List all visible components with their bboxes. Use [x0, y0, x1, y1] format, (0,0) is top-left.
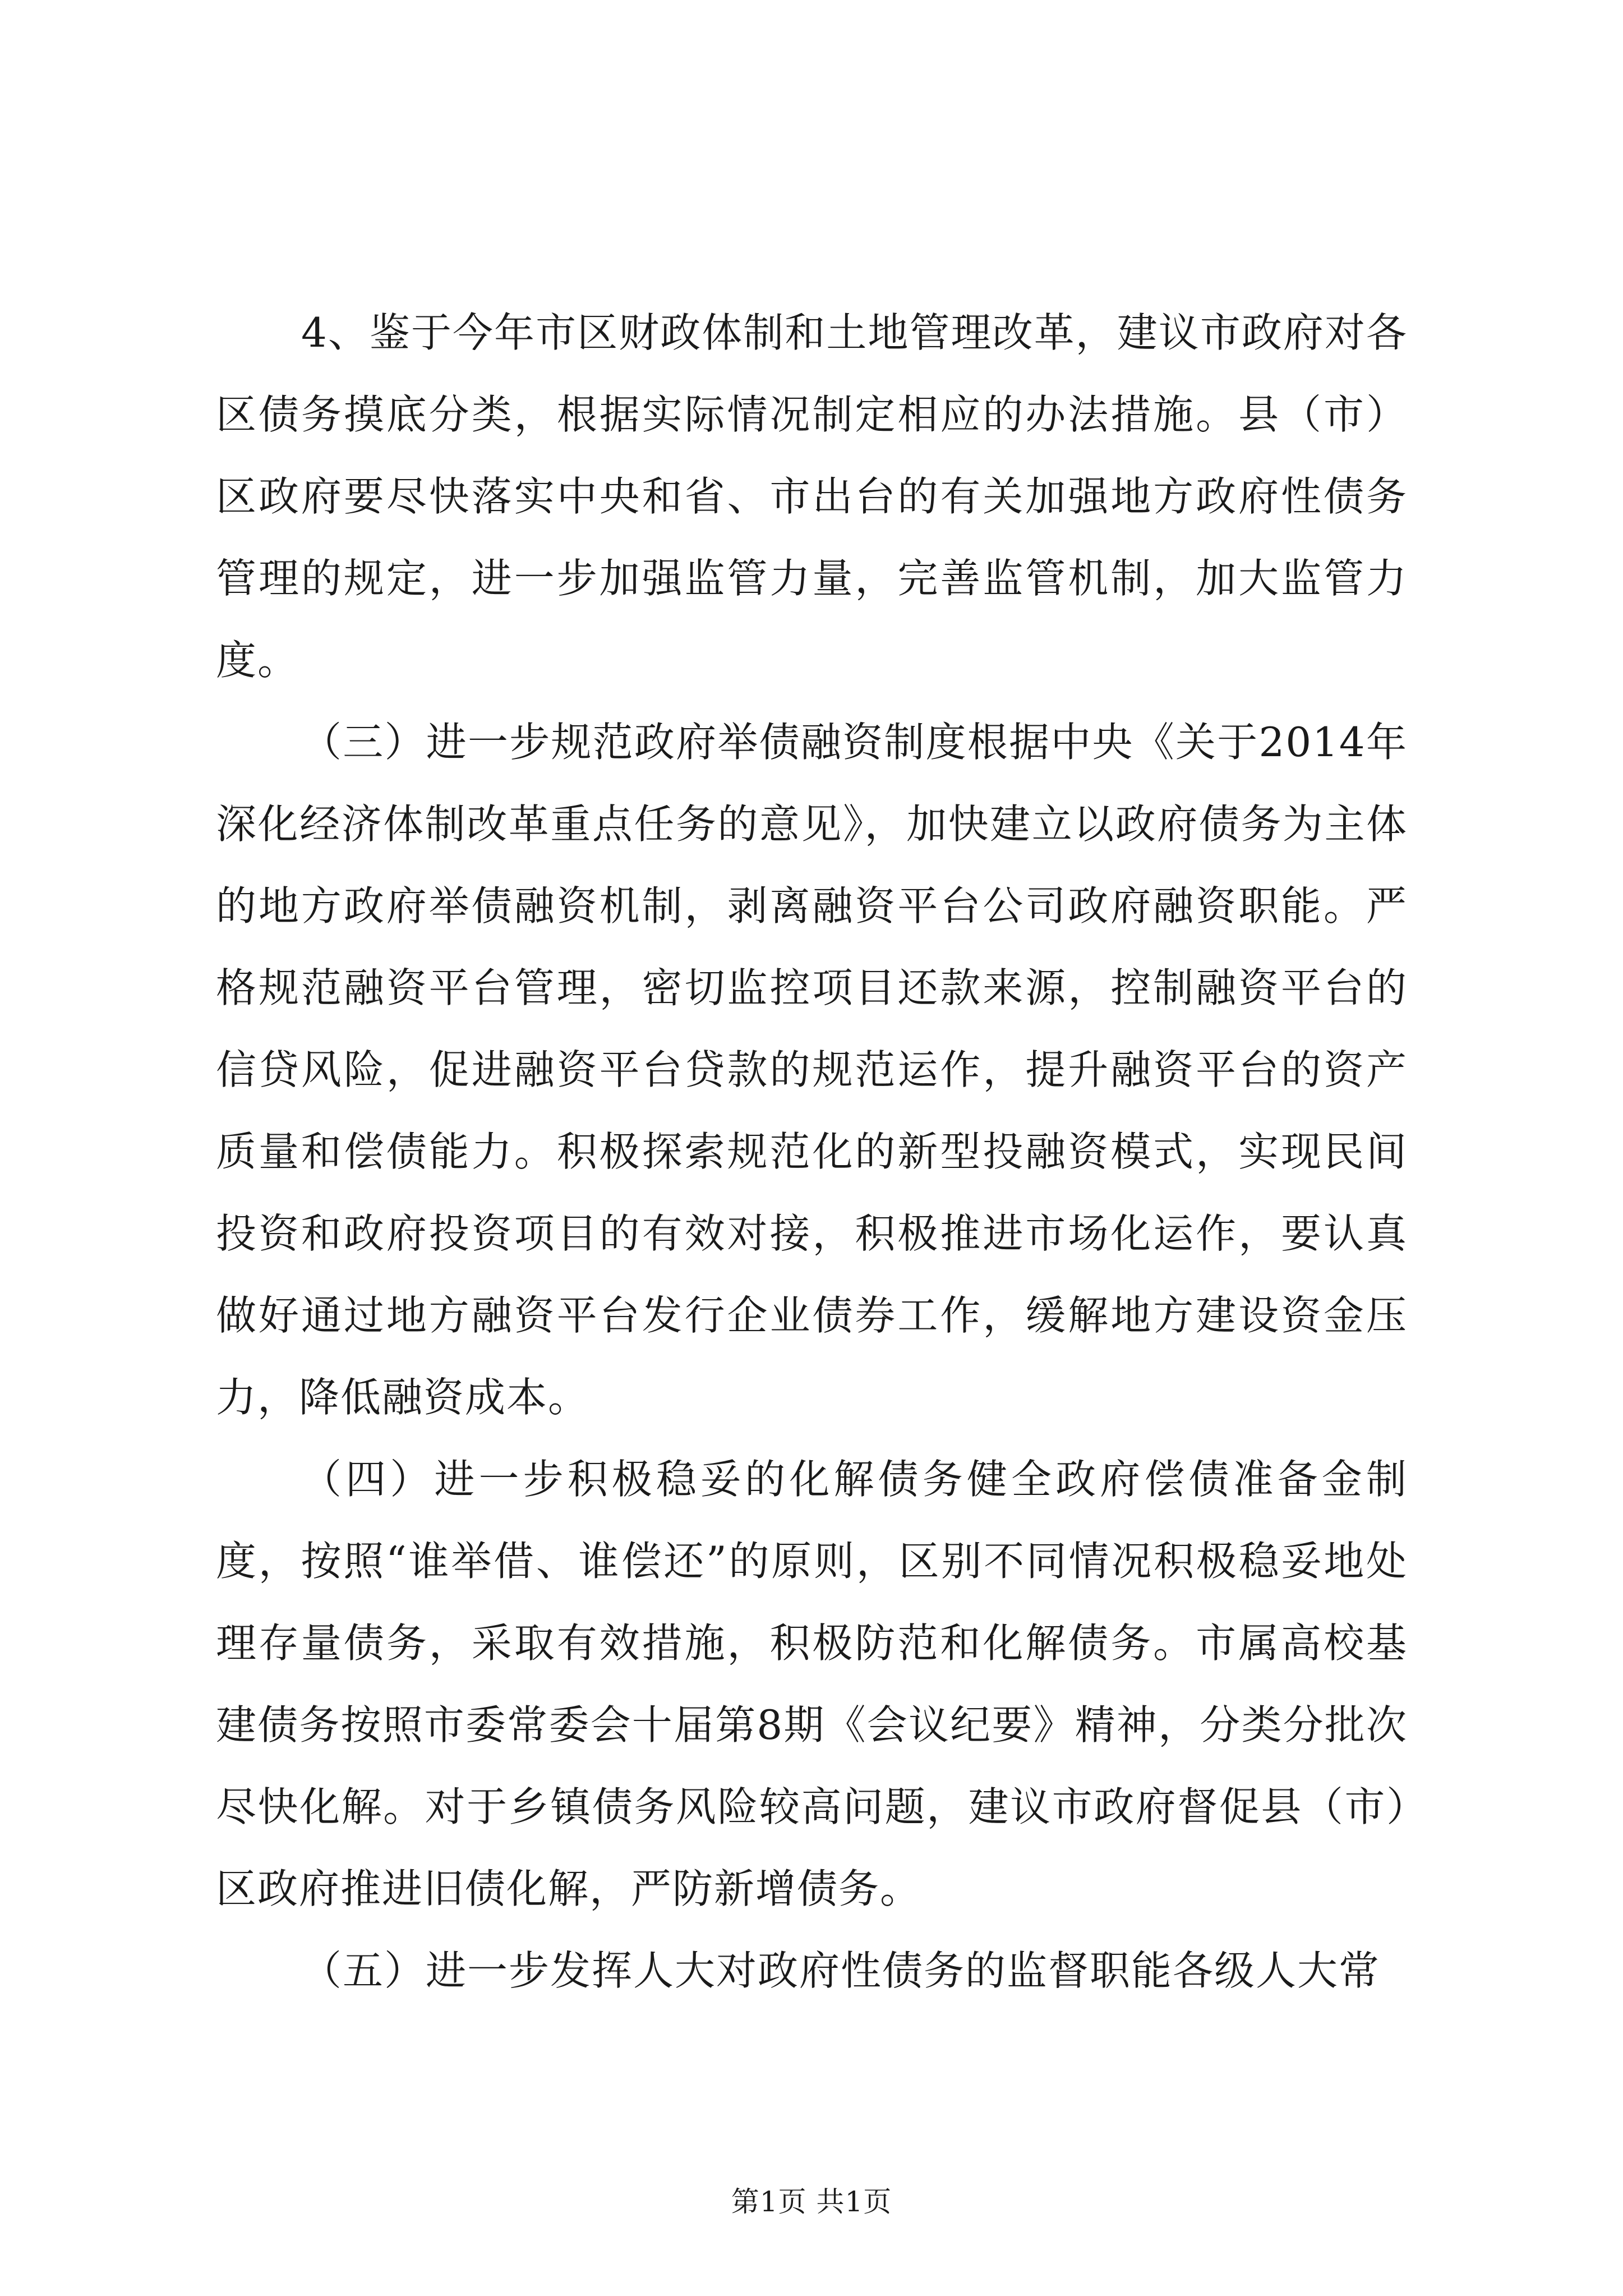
- paragraph-item-4: 4、鉴于今年市区财政体制和土地管理改革，建议市政府对各区债务摸底分类，根据实际情况制定相应的办法措施。县（市）区政府要尽快落实中央和省、市出台的有关加强地方政府性债务管理的规定，进一步加强监管力量，完善监管机制，加大监管力度。: [216, 309, 1408, 684]
- page-footer: 第1页 共1页: [731, 2185, 892, 2218]
- paragraph-section-5: （五）进一步发挥人大对政府性债务的监督职能各级人大常: [301, 1947, 1381, 1994]
- paragraph-section-4: （四）进一步积极稳妥的化解债务健全政府偿债准备金制度，按照“谁举借、谁偿还”的原则，区别不同情况积极稳妥地处理存量债务，采取有效措施，积极防范和化解债务。市属高校基建债务按照市委常委会十届第8期《会议纪要》精神，分类分批次尽快化解。对于乡镇债务风险较高问题，建议市政府督促县（市）区政府推进旧债化解，严防新增债务。: [216, 1456, 1408, 1912]
- paragraph-section-3: （三）进一步规范政府举债融资制度根据中央《关于2014年深化经济体制改革重点任务的意见》，加快建立以政府债务为主体的地方政府举债融资机制，剥离融资平台公司政府融资职能。严格规范融资平台管理，密切监控项目还款来源，控制融资平台的信贷风险，促进融资平台贷款的规范运作，提升融资平台的资产质量和偿债能力。积极探索规范化的新型投融资模式，实现民间投资和政府投资项目的有效对接，积极推进市场化运作，要认真做好通过地方融资平台发行企业债券工作，缓解地方建设资金压力，降低融资成本。: [216, 719, 1408, 1421]
- document-body: [216, 292, 1408, 2012]
